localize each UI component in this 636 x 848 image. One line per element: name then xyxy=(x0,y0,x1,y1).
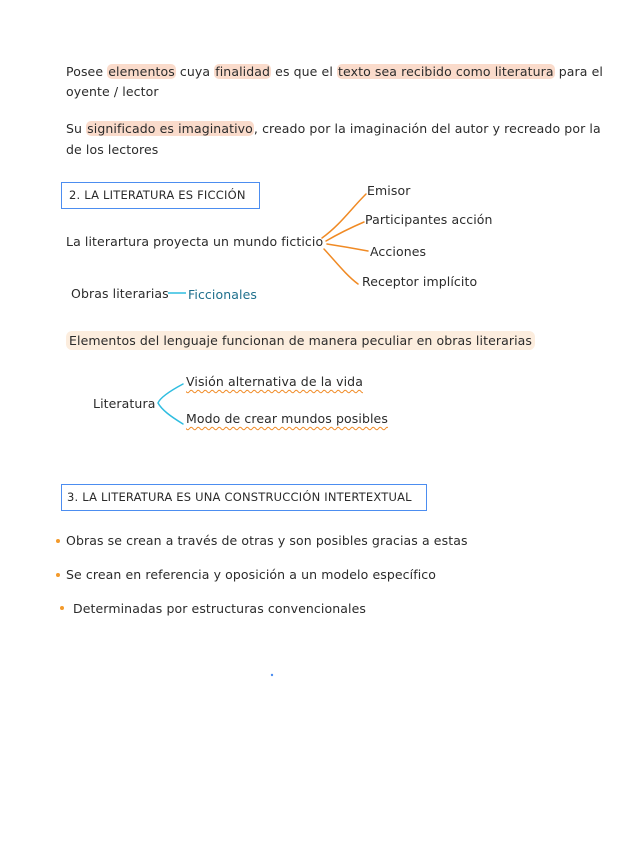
highlight-significado: significado es imaginativo xyxy=(87,121,253,136)
bullet-item-2: Se crean en referencia y oposición a un modelo específico xyxy=(66,567,437,582)
branch-participantes: Participantes acción xyxy=(365,212,493,227)
elementos-text: Elementos del lenguaje funcionan de manera peculiar en obras literarias xyxy=(66,330,535,351)
bullet-item-1: Obras se crean a través de otras y son posibles gracias a estas xyxy=(66,533,468,548)
obras-value: Ficcionales xyxy=(188,287,257,302)
section-2-heading: 2. LA LITERATURA ES FICCIÓN xyxy=(69,188,246,202)
bullet-dot-icon xyxy=(56,539,60,543)
intro-line-4: de los lectores xyxy=(66,142,159,157)
literatura-item-vision: Visión alternativa de la vida xyxy=(186,374,363,389)
bullet-dot-icon xyxy=(56,573,60,577)
section-3-heading: 3. LA LITERATURA ES UNA CONSTRUCCIÓN INTERTEXTUAL xyxy=(67,490,412,504)
highlight-texto-literatura: texto sea recibido como literatura xyxy=(338,64,554,79)
stray-dot xyxy=(271,674,273,676)
bullet-dot-icon xyxy=(60,606,64,610)
intro-line-3: Su significado es imaginativo, creado por la imaginación del autor y recreado por la xyxy=(66,121,601,136)
line-to-participantes xyxy=(326,222,364,241)
highlight-finalidad: finalidad xyxy=(215,64,271,79)
intro-line-1: Posee elementos cuya finalidad es que el texto sea recibido como literatura para el xyxy=(66,64,603,79)
line-to-emisor xyxy=(322,194,366,238)
world-text: La literartura proyecta un mundo ficticio xyxy=(66,234,324,249)
literatura-label: Literatura xyxy=(93,396,156,411)
line-to-acciones xyxy=(327,244,368,251)
literatura-item-modo: Modo de crear mundos posibles xyxy=(186,411,388,426)
branch-acciones: Acciones xyxy=(370,244,427,259)
intro-line-2: oyente / lector xyxy=(66,84,159,99)
branch-receptor: Receptor implícito xyxy=(362,274,478,289)
branch-emisor: Emisor xyxy=(367,183,411,198)
highlight-elementos: elementos xyxy=(108,64,175,79)
bullet-item-3: Determinadas por estructuras convencionales xyxy=(73,601,366,616)
line-to-receptor xyxy=(324,249,358,284)
brace-literatura xyxy=(158,384,183,424)
obras-label: Obras literarias xyxy=(71,286,169,301)
